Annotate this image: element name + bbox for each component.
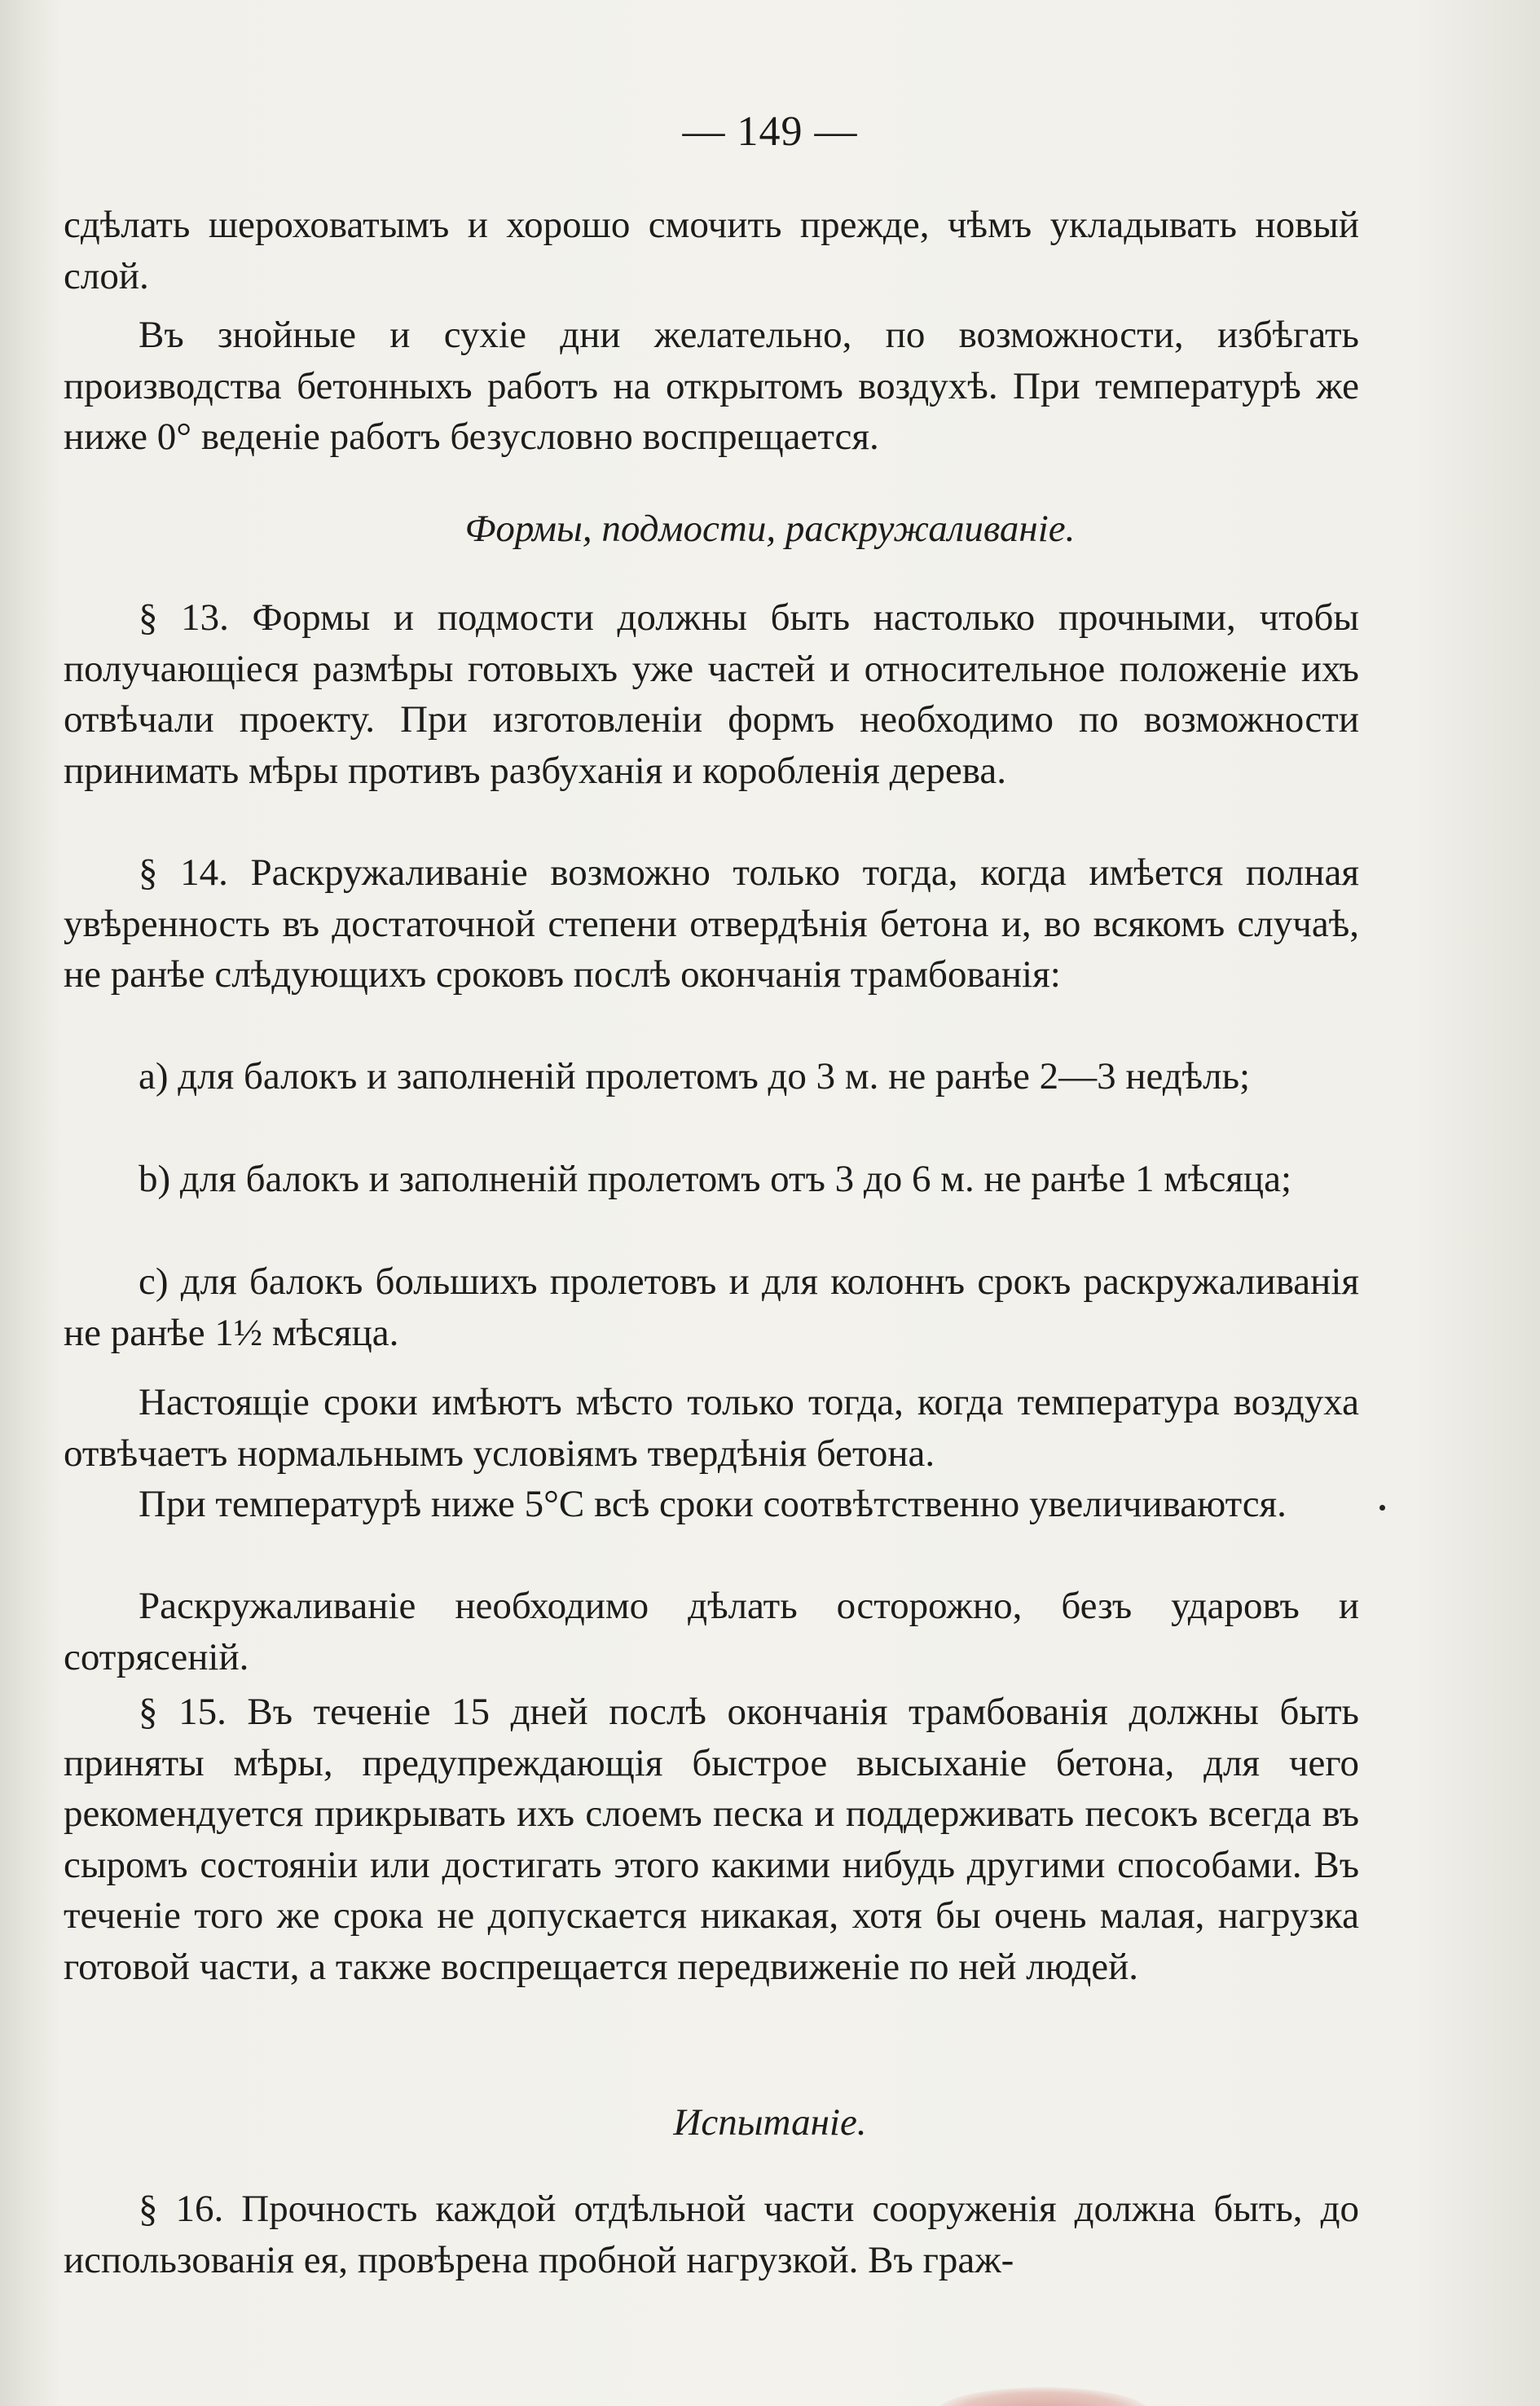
intro-paragraph-1: сдѣлать шероховатымъ и хорошо смочить прежде, чѣмъ укладывать новый слой. bbox=[64, 204, 1359, 297]
section-15-paragraph: § 15. Въ теченіе 15 дней послѣ окончанія трамбованія должны быть приняты мѣры, предупреждающія быстрое высыханіе бетона, для чего рекомендуется прикрывать ихъ слоемъ песка и поддерживать песокъ всегда въ сыромъ состояніи или достигать этого какими нибудь другими способами. Въ теченіе того же срока не допускается никакая, хотя бы очень малая, нагрузка готовой части, а также воспрещается передвиженіе по ней людей. bbox=[64, 1691, 1359, 1988]
page-number: — 149 — bbox=[682, 108, 858, 155]
section-heading-forms: Формы, подмости, раскружаливаніе. bbox=[464, 508, 1076, 550]
section-14-paragraph: § 14. Раскружаливаніе возможно только тогда, когда имѣется полная увѣренность въ достаточной степени отвердѣнія бетона и, во всякомъ случаѣ, не ранѣе слѣдующихъ сроковъ послѣ окончанія трамбованія: bbox=[64, 851, 1359, 996]
section-15-block bbox=[64, 1687, 1359, 1992]
intro-paragraph-2: Въ знойные и сухіе дни желательно, по возможности, избѣгать производства бетонныхъ работъ на открытомъ воздухѣ. При температурѣ же ниже 0° веденіе работъ безусловно воспрещается. bbox=[64, 314, 1359, 458]
temperature-block bbox=[64, 1479, 1359, 1530]
ink-speck bbox=[1379, 1505, 1385, 1511]
intro-paragraph-1-block bbox=[64, 200, 1359, 301]
section-heading-test: Испытаніе. bbox=[673, 2101, 867, 2144]
item-c-block bbox=[64, 1256, 1359, 1358]
list-item-a: а) для балокъ и заполненій пролетомъ до 3 м. не ранѣе 2—3 недѣль; bbox=[139, 1055, 1251, 1097]
section-16-paragraph: § 16. Прочность каждой отдѣльной части сооруженія должна быть, до использованія ея, провѣрена пробной нагрузкой. Въ граж- bbox=[64, 2188, 1359, 2281]
terms-block bbox=[64, 1377, 1359, 1479]
temperature-paragraph: При температурѣ ниже 5°С всѣ сроки соотвѣтственно увеличиваются. bbox=[139, 1483, 1287, 1525]
list-item-b: b) для балокъ и заполненій пролетомъ отъ 3 до 6 м. не ранѣе 1 мѣсяца; bbox=[139, 1158, 1292, 1200]
list-item-c: с) для балокъ большихъ пролетовъ и для колоннъ срокъ раскружаливанія не ранѣе 1½ мѣсяца. bbox=[64, 1260, 1359, 1354]
careful-paragraph: Раскружаливаніе необходимо дѣлать осторожно, безъ ударовъ и сотрясеній. bbox=[64, 1585, 1359, 1678]
section-14-block bbox=[64, 847, 1359, 1001]
section-13-paragraph: § 13. Формы и подмости должны быть настолько прочными, чтобы получающіеся размѣры готовыхъ уже частей и относительное положеніе ихъ отвѣчали проекту. При изготовленіи формъ необходимо по возможности принимать мѣры противъ разбуханія и коробленія дерева. bbox=[64, 596, 1359, 792]
section-13-block bbox=[64, 592, 1359, 796]
terms-paragraph: Настоящіе сроки имѣютъ мѣсто только тогда, когда температура воздуха отвѣчаетъ нормальнымъ условіямъ твердѣнія бетона. bbox=[64, 1381, 1359, 1475]
item-a-block bbox=[64, 1051, 1359, 1102]
intro-paragraph-2-block bbox=[64, 310, 1359, 463]
item-b-block bbox=[64, 1154, 1359, 1205]
section-16-block bbox=[64, 2184, 1359, 2285]
page-stain bbox=[937, 2387, 1149, 2406]
careful-block bbox=[64, 1581, 1359, 1682]
